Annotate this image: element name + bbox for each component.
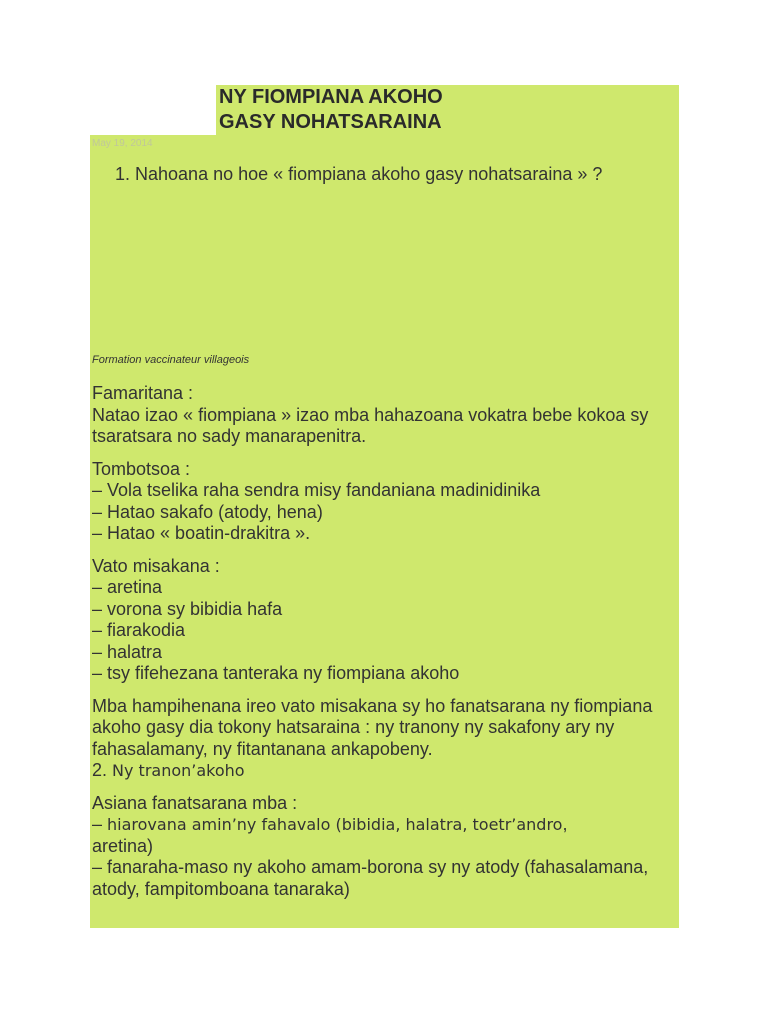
vato-misakana-heading: Vato misakana : <box>92 555 220 576</box>
asiana-item-1-cont: aretina) <box>92 835 154 856</box>
title-line-2: GASY NOHATSARAINA <box>219 111 442 133</box>
list-item: – tsy fifehezana tanteraka ny fiompiana akoho <box>92 663 460 683</box>
body-text <box>92 383 677 911</box>
list-item: – Hatao sakafo (atody, hena) <box>92 501 323 522</box>
dash: – <box>92 814 108 834</box>
article-body <box>90 135 679 928</box>
list-item: – aretina <box>92 577 163 597</box>
asiana-item-1: hiarovana amin’ny fahavalo (bibidia, halatra, toetr’andro <box>107 815 563 834</box>
list-item: – Vola tselika raha sendra misy fandaniana madinidinika <box>92 480 541 500</box>
section-2-title: Ny tranon’akoho <box>112 761 245 780</box>
section-2-number: 2. <box>92 760 113 780</box>
famaritana-heading: Famaritana : <box>92 383 194 403</box>
mba-hampihenana-section <box>92 696 677 782</box>
tombotsoa-section <box>92 459 677 545</box>
post-date: May 19, 2014 <box>92 138 153 149</box>
list-item: – fiarakodia <box>92 620 186 640</box>
asiana-item-2: – fanaraha-maso ny akoho amam-borona sy ny atody (fahasalamana, atody, fampitomboana tanaraka) <box>92 857 649 899</box>
comma: , <box>562 814 568 834</box>
title-line-1: NY FIOMPIANA AKOHO <box>219 86 443 108</box>
asiana-heading: Asiana fanatsarana mba : <box>92 792 298 813</box>
section-2-heading <box>92 760 677 782</box>
famaritana-text: Natao izao « fiompiana » izao mba hahazoana vokatra bebe kokoa sy tsaratsara no sady manarapenitra. <box>92 404 649 446</box>
asiana-section <box>92 793 677 901</box>
list-item <box>92 814 677 836</box>
list-item: – Hatao « boatin-drakitra ». <box>92 523 311 543</box>
famaritana-section <box>92 383 677 448</box>
list-item: – vorona sy bibidia hafa <box>92 598 283 619</box>
list-item: – halatra <box>92 641 163 662</box>
tombotsoa-heading: Tombotsoa : <box>92 458 191 479</box>
question-1: 1. Nahoana no hoe « fiompiana akoho gasy nohatsaraina » ? <box>115 164 603 184</box>
vato-misakana-section <box>92 556 677 685</box>
image-caption: Formation vaccinateur villageois <box>92 354 250 366</box>
title-block <box>216 85 679 135</box>
mba-hampihenana-text: Mba hampihenana ireo vato misakana sy ho fanatsarana ny fiompiana akoho gasy dia tokony hatsaraina : ny tranony ny sakafony ary ny fahasalamany, ny fitantanana ankapobeny. <box>92 695 653 759</box>
